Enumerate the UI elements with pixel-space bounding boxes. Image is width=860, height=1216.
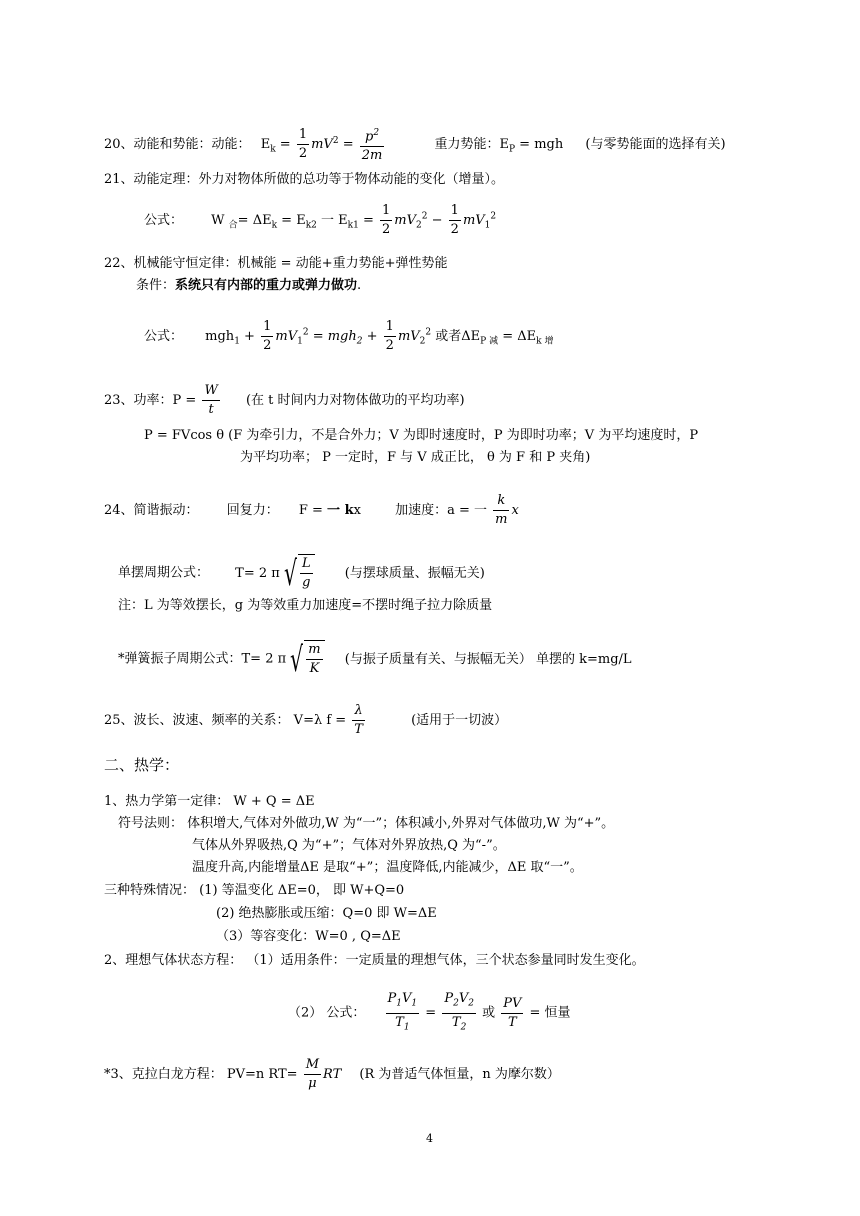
sqrt-l-over-g: √ $\frac{L}{g}$	[284, 554, 315, 592]
p1v1-over-t1-fraction: $\frac{P_1V_1}{T_1}$	[387, 991, 418, 1033]
lambda-over-t-fraction: $\frac{\lambda}{T}$	[354, 703, 363, 737]
thermo-first-law: 1、热力学第一定律： W + Q = ΔE	[104, 794, 315, 809]
line-25-wave: 25、波长、波速、频率的关系： V=λ f = $\frac{\lambda}{T}$ (适用于一切波）	[104, 703, 508, 737]
half-fraction: $\frac{1}{2}$	[263, 319, 272, 353]
p2v2-over-t2-fraction: $\frac{P_2V_2}{T_2}$	[444, 991, 474, 1033]
sqrt-m-over-k: √ $\frac{m}{K}$	[290, 640, 324, 678]
half-fraction: $\frac{1}{2}$	[385, 319, 394, 353]
formula-label: 公式：	[144, 329, 184, 344]
m-over-mu-fraction: $\frac{M}{\mu}$	[305, 1057, 320, 1091]
w-over-t-fraction: $\frac{W}{t}$	[204, 383, 218, 417]
line-20-kinetic-potential-energy: 20、动能和势能：动能： $E_k$ = $\frac{1}{2}$ $mV^2$ = $\frac{p^2}{2m}$ 重力势能：$E_P$ = mgh (与零势能面的选择有关)	[104, 124, 726, 165]
half-fraction: $\frac{1}{2}$	[298, 127, 308, 162]
work-term: W $_合= \Delta E_k = E_{k2}$ 一 $E_{k1}$ =	[211, 213, 379, 231]
line-21-formula: 公式： W $_合= \Delta E_k = E_{k2}$ 一 $E_{k1}$ = $\frac{1}{2}$ $mV_2^2$ − $\frac{1}{2}$ $mV_1^2$	[144, 203, 497, 237]
power-note: (在 t 时间内力对物体做功的平均功率)	[245, 393, 465, 408]
line-23-power-fv-cont: 为平均功率； P 一定时，F 与 V 成正比， θ 为 F 和 P 夹角)	[240, 450, 591, 465]
sign-rules-line3: 温度升高,内能增量ΔE 是取“+”；温度降低,内能减少，ΔE 取“一”。	[192, 860, 583, 875]
page-number: 4	[426, 1132, 433, 1145]
special-case-3: （3）等容变化：W=0 , Q=ΔE	[216, 929, 401, 944]
line-23-power: 23、功率：P = $\frac{W}{t}$ (在 t 时间内力对物体做功的平均功率)	[104, 383, 465, 417]
ideal-gas-law: 2、理想气体状态方程： （1）适用条件：一定质量的理想气体，三个状态参量同时发生变化。	[104, 953, 645, 968]
line-20-label: 20、动能和势能：动能：	[104, 137, 251, 153]
special-case-2: (2) 绝热膨胀或压缩：Q=0 即 W=ΔE	[216, 906, 437, 921]
equals-sign: =	[342, 137, 358, 153]
line-22-condition: 条件：系统只有内部的重力或弹力做功.	[136, 278, 362, 293]
sign-rules-line2: 气体从外界吸热,Q 为“+”；气体对外界放热,Q 为“-”。	[192, 838, 506, 853]
clapeyron-equation: *3、克拉白龙方程： PV=n RT= $\frac{M}{\mu}$ RT (R 为普适气体恒量，n 为摩尔数）	[104, 1057, 560, 1091]
sign-rules-line1: 符号法则： 体积增大,气体对外做功,W 为“一”；体积减小,外界对气体做功,W 为“+”。	[118, 816, 615, 831]
line-24-note: 注：L 为等效摆长，g 为等效重力加速度=不摆时绳子拉力除质量	[118, 598, 493, 613]
line-23-power-fv: P = FVcos θ (F 为牵引力，不是合外力；V 为即时速度时，P 为即时功率；V 为平均速度时，P	[144, 428, 699, 443]
gravitational-pe-note: (与零势能面的选择有关)	[585, 137, 726, 153]
mv-term: mV	[311, 137, 333, 153]
half-fraction: $\frac{1}{2}$	[382, 203, 391, 237]
line-24-shm: 24、简谐振动： 回复力： F = 一 kx 加速度：a = 一 $\frac{k}{m}$ x	[104, 493, 519, 527]
special-case-1: 三种特殊情况： (1) 等温变化 ΔE=0， 即 W+Q=0	[104, 883, 405, 898]
p2-over-2m-fraction: $\frac{p^2}{2m}$	[360, 124, 385, 165]
line-22-energy-conservation: 22、机械能守恒定律：机械能 = 动能+重力势能+弹性势能	[104, 256, 448, 271]
ek-symbol: $E_k$ =	[260, 137, 295, 155]
gravitational-pe: 重力势能：$E_P$ = mgh	[434, 137, 564, 155]
pv-over-t-fraction: $\frac{PV}{T}$	[503, 995, 522, 1030]
line-22-formula: 公式： mgh$_1$ + $\frac{1}{2}$ $mV_1^2 = mgh_2$ + $\frac{1}{2}$ $mV_2^2$ 或者$\Delta E_{P 减} = \Delta E_{k 增}$	[144, 319, 554, 353]
line-24-spring: *弹簧振子周期公式：T= 2 π √ $\frac{m}{K}$ (与振子质量有关、与振幅无关） 单摆的 k=mg/L	[118, 640, 632, 680]
k-over-m-fraction: $\frac{k}{m}$	[495, 493, 508, 527]
formula-label: 公式：	[144, 213, 184, 228]
ideal-gas-formula: （2） 公式： $\frac{P_1V_1}{T_1}$ = $\frac{P_2V_2}{T_2}$ 或 $\frac{PV}{T}$ = 恒量	[288, 990, 571, 1036]
condition-text: 系统只有内部的重力或弹力做功	[175, 278, 358, 293]
half-fraction: $\frac{1}{2}$	[450, 203, 459, 237]
line-21-work-energy-theorem: 21、动能定理：外力对物体所做的总功等于物体动能的变化（增量）。	[104, 172, 505, 187]
line-24-pendulum: 单摆周期公式： T= 2 π √ $\frac{L}{g}$ (与摆球质量、振幅无关)	[118, 554, 485, 594]
section-heading-thermo: 二、热学：	[104, 756, 180, 774]
